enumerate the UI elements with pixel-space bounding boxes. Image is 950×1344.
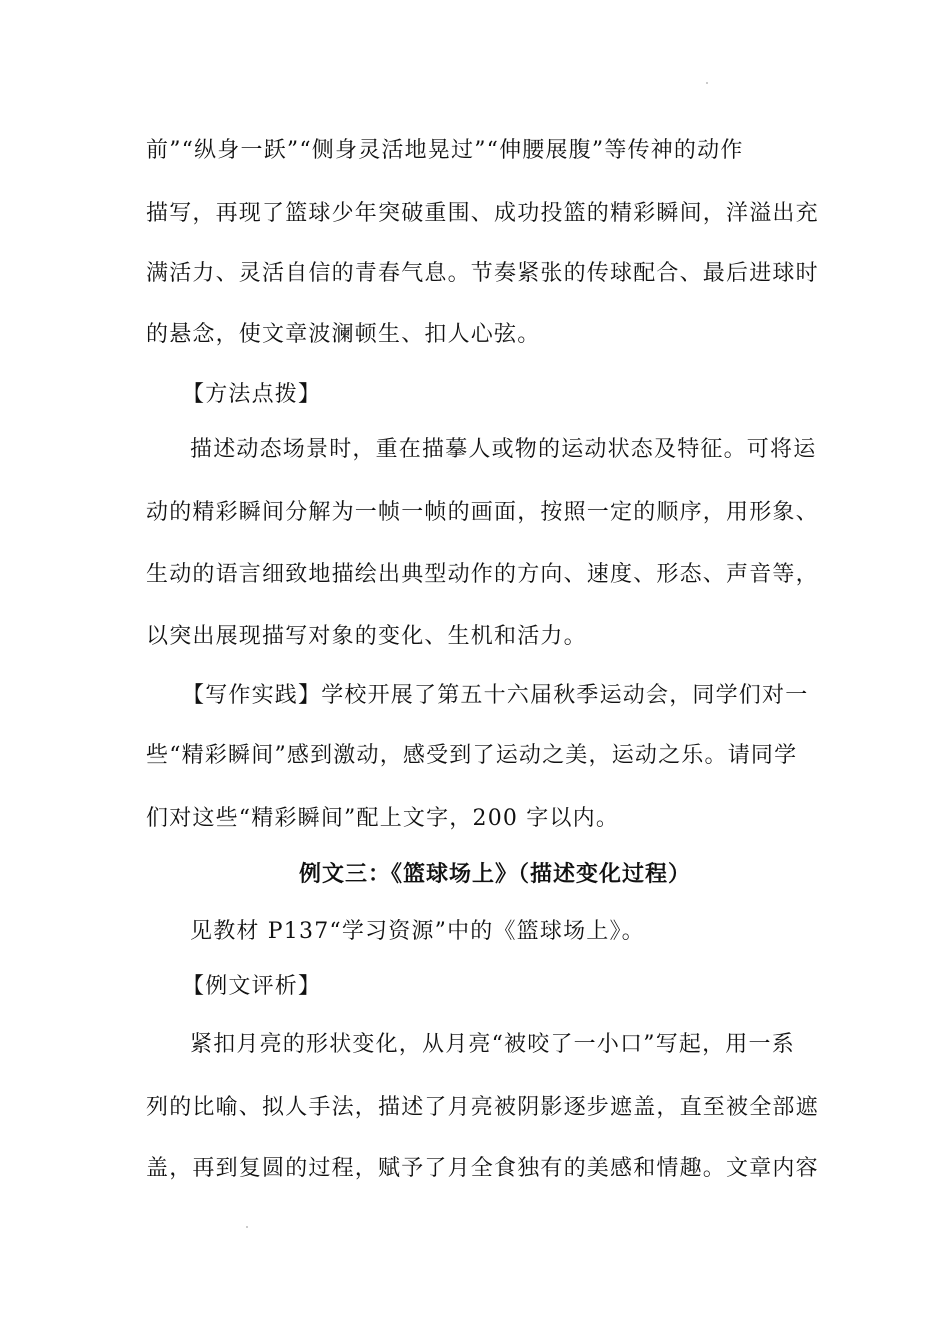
- scan-dot-top: [706, 82, 708, 84]
- method-line-4: 以突出展现描写对象的变化、生机和活力。: [146, 624, 587, 649]
- method-line-3: 生动的语言细致地描绘出典型动作的方向、速度、形态、声音等，: [146, 562, 819, 587]
- method-title: 【方法点拨】: [182, 382, 322, 407]
- practice-line-1: 【写作实践】学校开展了第五十六届秋季运动会，同学们对一: [182, 683, 809, 708]
- review-line-3: 盖，再到复圆的过程，赋予了月全食独有的美感和情趣。文章内容: [146, 1156, 819, 1181]
- method-line-2: 动的精彩瞬间分解为一帧一帧的画面，按照一定的顺序，用形象、: [146, 500, 819, 525]
- scan-dot-bottom: [246, 1226, 248, 1228]
- review-line-1: 紧扣月亮的形状变化，从月亮“被咬了一小口”写起，用一系: [190, 1032, 795, 1057]
- practice-line-3: 们对这些“精彩瞬间”配上文字，200 字以内。: [146, 806, 620, 831]
- paragraph-1-line-4: 的悬念，使文章波澜顿生、扣人心弦。: [146, 322, 541, 347]
- review-line-2: 列的比喻、拟人手法，描述了月亮被阴影逐步遮盖，直至被全部遮: [146, 1095, 819, 1120]
- practice-line-2: 些“精彩瞬间”感到激动，感受到了运动之美，运动之乐。请同学: [146, 743, 798, 768]
- reference-line: 见教材 P137“学习资源”中的《篮球场上》。: [190, 919, 645, 944]
- example-heading: 例文三：《篮球场上》（描述变化过程）: [298, 861, 691, 887]
- paragraph-1-line-2: 描写，再现了篮球少年突破重围、成功投篮的精彩瞬间，洋溢出充: [146, 201, 819, 226]
- paragraph-1-line-1: 前”“纵身一跃”“侧身灵活地晃过”“伸腰展腹”等传神的动作: [146, 138, 744, 163]
- review-title: 【例文评析】: [182, 974, 322, 999]
- method-line-1: 描述动态场景时，重在描摹人或物的运动状态及特征。可将运: [190, 437, 817, 462]
- paragraph-1-line-3: 满活力、灵活自信的青春气息。节奏紧张的传球配合、最后进球时: [146, 261, 819, 286]
